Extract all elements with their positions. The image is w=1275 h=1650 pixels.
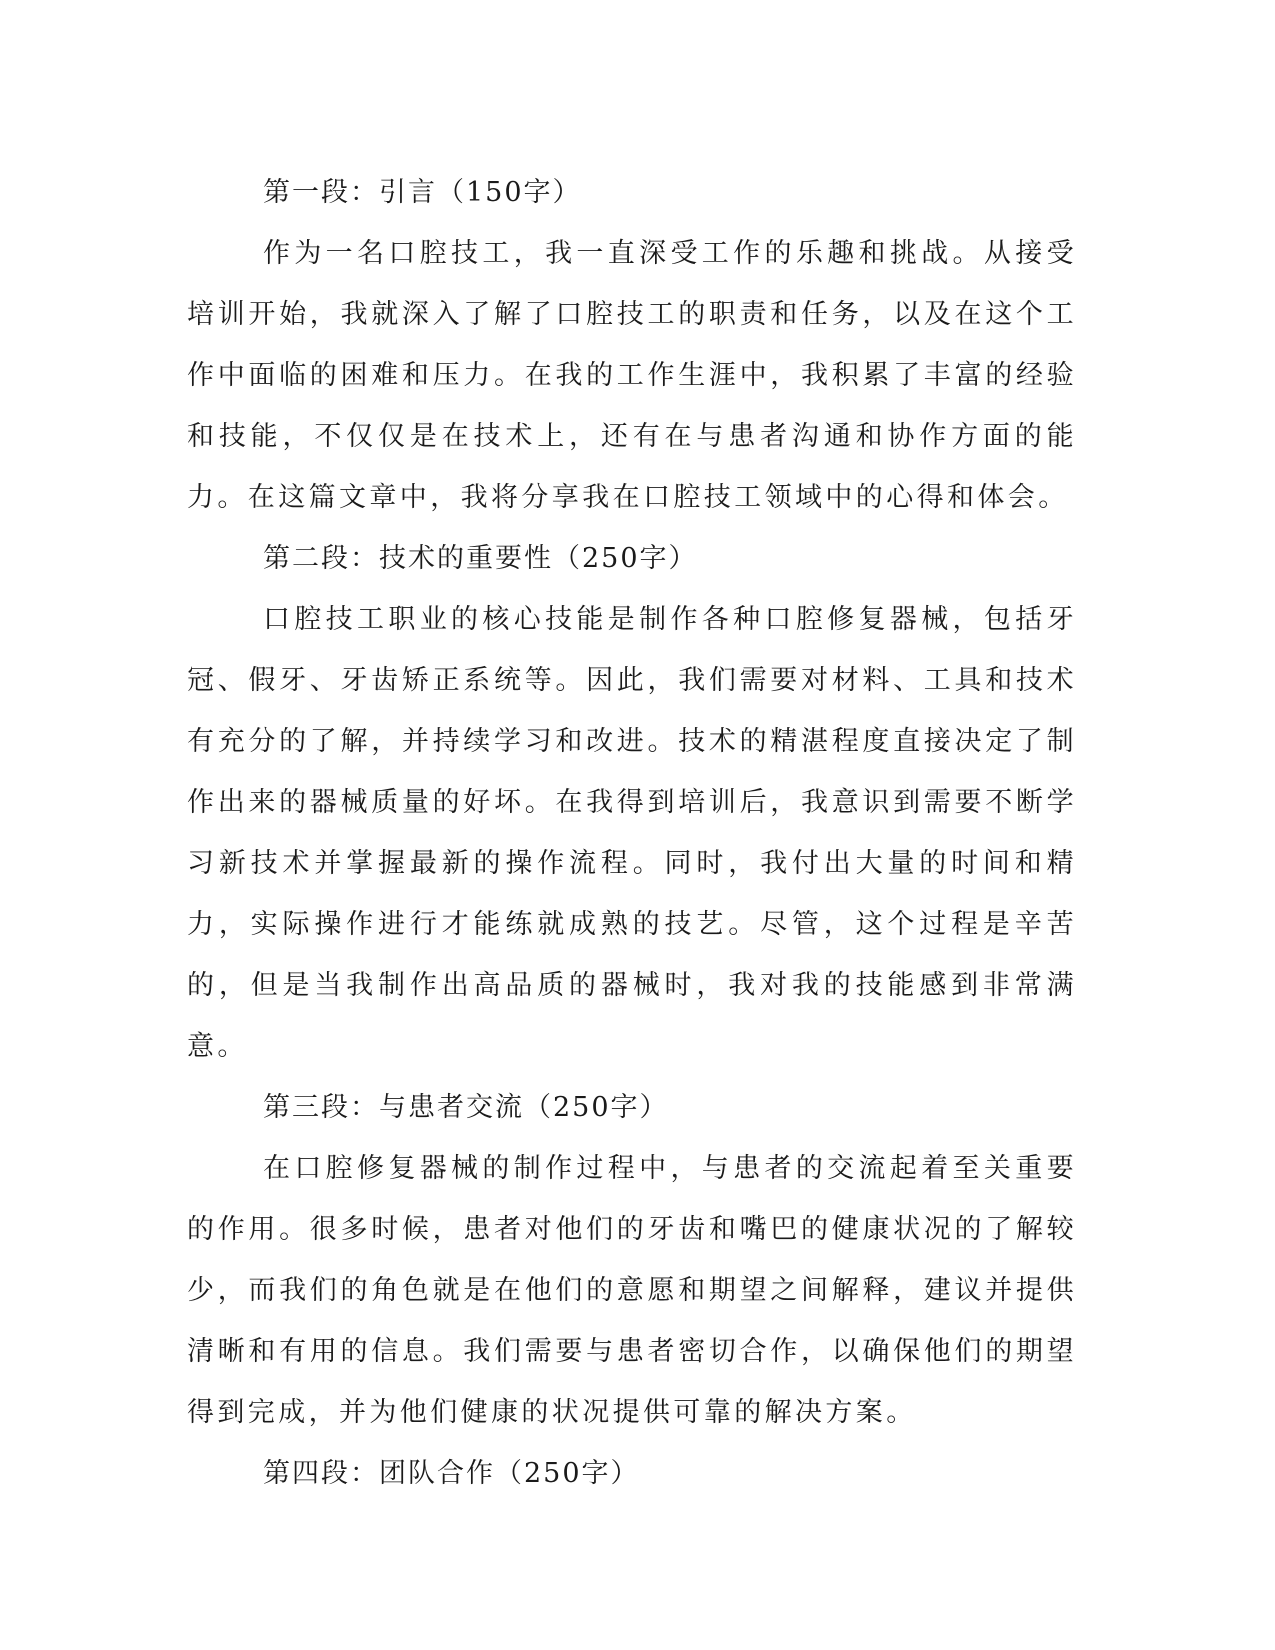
section-heading-4: 第四段：团队合作（250字） bbox=[263, 1458, 640, 1489]
paragraph-technique: 口腔技工职业的核心技能是制作各种口腔修复器械，包括牙冠、假牙、牙齿矫正系统等。因此，我们需要对材料、工具和技术有充分的了解，并持续学习和改进。技术的精湛程度直接决定了制作出来的器械质量的好坏。在我得到培训后，我意识到需要不断学习新技术并掌握最新的操作流程。同时，我付出大量的时间和精力，实际操作进行才能练就成熟的技艺。尽管，这个过程是辛苦的，但是当我制作出高品质的器械时，我对我的技能感到非常满意。 bbox=[187, 604, 1077, 1062]
section-heading-1: 第一段：引言（150字） bbox=[263, 177, 582, 208]
paragraph-introduction: 作为一名口腔技工，我一直深受工作的乐趣和挑战。从接受培训开始，我就深入了解了口腔技工的职责和任务，以及在这个工作中面临的困难和压力。在我的工作生涯中，我积累了丰富的经验和技能，不仅仅是在技术上，还有在与患者沟通和协作方面的能力。在这篇文章中，我将分享我在口腔技工领域中的心得和体会。 bbox=[187, 238, 1077, 513]
section-heading-2: 第二段：技术的重要性（250字） bbox=[263, 543, 698, 574]
paragraph-patient-communication: 在口腔修复器械的制作过程中，与患者的交流起着至关重要的作用。很多时候，患者对他们的牙齿和嘴巴的健康状况的了解较少，而我们的角色就是在他们的意愿和期望之间解释，建议并提供清晰和有用的信息。我们需要与患者密切合作，以确保他们的期望得到完成，并为他们健康的状况提供可靠的解决方案。 bbox=[187, 1153, 1077, 1428]
section-heading-3: 第三段：与患者交流（250字） bbox=[263, 1092, 669, 1123]
document-body bbox=[187, 162, 1077, 1504]
